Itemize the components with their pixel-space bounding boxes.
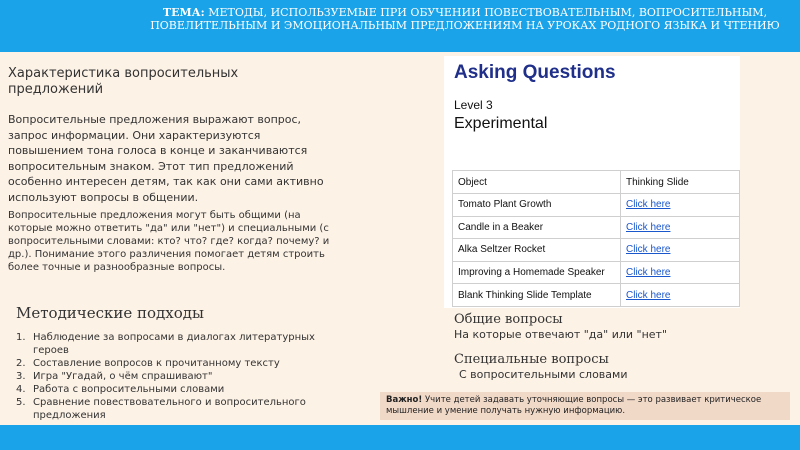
bottom-banner [0,425,800,450]
slide-title [140,6,790,32]
list-item [16,357,336,370]
list-text: Наблюдение за вопросами в диалогах литературных героев [33,332,315,356]
characteristics-section [8,66,330,274]
thinking-slides-table [452,170,740,307]
table-header-row [453,171,740,194]
list-text: Сравнение повествовательного и вопросительного предложения [33,397,306,421]
list-text: Игра "Угадай, о чём спрашивают" [33,371,213,382]
card-title: Asking Questions [454,62,616,83]
click-here-link[interactable]: Click here [621,194,740,217]
column-header-thinking-slide: Thinking Slide [621,171,740,194]
column-header-object: Object [453,171,621,194]
table-row [453,194,740,217]
title-label: ТЕМА: [162,6,205,19]
note-label: Важно! [386,395,423,405]
click-here-link[interactable]: Click here [621,261,740,284]
methods-list [16,331,336,422]
list-item [16,383,336,396]
characteristics-paragraph-1: Вопросительные предложения выражают вопрос, запрос информации. Они характеризуются повышением тона голоса в конце и заканчиваются вопросительным знаком. Этот тип предложений особенно интересен детям, так как они сами активно используют вопросы в общении. [8,113,324,204]
note-text: Учите детей задавать уточняющие вопросы — это развивает критическое мышление и умение получать нужную информацию. [386,395,762,416]
asking-questions-card [444,56,740,308]
methods-section [16,304,336,422]
table-row [453,261,740,284]
list-number: 3. [16,371,26,382]
characteristics-paragraph-2: Вопросительные предложения могут быть общими (на которые можно ответить "да" или "нет") и специальными (с вопросительными словами: кто? что? где? когда? почему? и др.). Понимание этого различения помогает детям строить более точные и разнообразные вопросы. [8,210,330,273]
title-text: МЕТОДЫ, ИСПОЛЬЗУЕМЫЕ ПРИ ОБУЧЕНИИ ПОВЕСТВОВАТЕЛЬНЫМ, ВОПРОСИТЕЛЬНЫМ, ПОВЕЛИТЕЛЬНЫМ И ЭМОЦИОНАЛЬНЫМ ПРЕДЛОЖЕНИЯМ НА УРОКАХ РОДНОГО ЯЗЫКА И ЧТЕНИЮ [150,6,780,32]
click-here-link[interactable]: Click here [621,284,740,307]
object-cell: Candle in a Beaker [453,216,621,239]
special-questions-text: С вопросительными словами [459,368,628,381]
list-item [16,331,336,357]
question-types-section [454,312,774,382]
object-cell: Improving a Homemade Speaker [453,261,621,284]
important-note [380,392,790,420]
click-here-link[interactable]: Click here [621,216,740,239]
special-questions-heading: Специальные вопросы [454,352,609,367]
object-cell: Tomato Plant Growth [453,194,621,217]
list-number: 5. [16,397,26,408]
table-row [453,216,740,239]
methods-heading: Методические подходы [16,304,204,322]
list-text: Работа с вопросительными словами [33,384,225,395]
list-number: 4. [16,384,26,395]
top-banner [0,0,800,52]
object-cell: Blank Thinking Slide Template [453,284,621,307]
general-questions-heading: Общие вопросы [454,312,563,327]
object-cell: Alka Seltzer Rocket [453,239,621,262]
list-number: 2. [16,358,26,369]
table-row [453,284,740,307]
spacer [454,342,774,352]
general-questions-text: На которые отвечают "да" или "нет" [454,328,668,341]
list-item [16,396,336,422]
characteristics-heading: Характеристика вопросительных предложений [8,66,239,97]
table-row [453,239,740,262]
list-text: Составление вопросов к прочитанному тексту [33,358,280,369]
click-here-link[interactable]: Click here [621,239,740,262]
card-subtitle: Experimental [454,115,548,132]
list-item [16,370,336,383]
card-level: Level 3 [454,98,493,112]
list-number: 1. [16,332,26,343]
